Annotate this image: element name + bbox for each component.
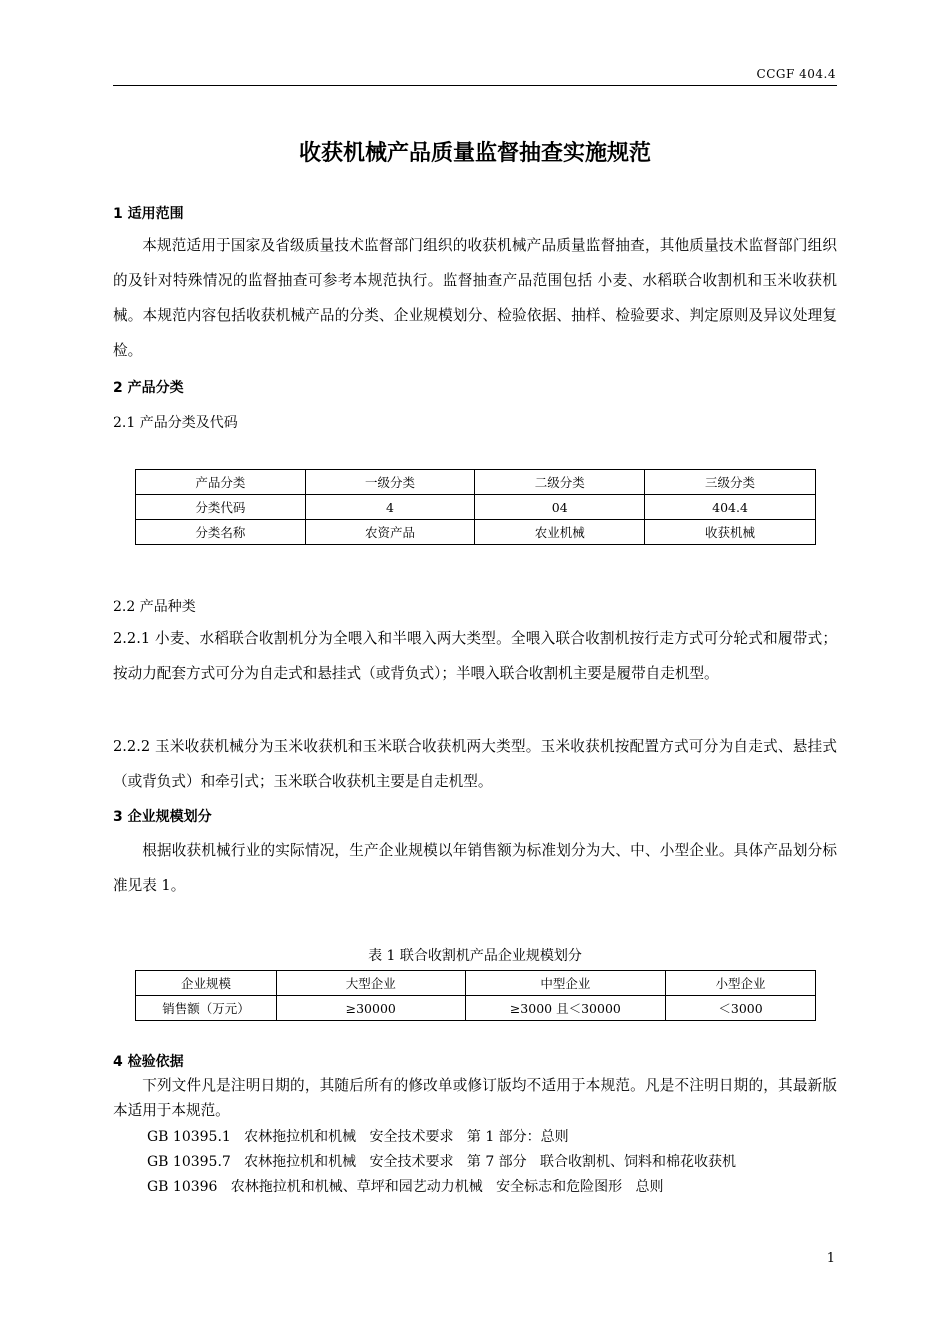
- section-2-1-heading: 2.1 产品分类及代码: [113, 415, 238, 431]
- table-cell: 小型企业: [666, 971, 816, 996]
- table-cell: 分类代码: [136, 495, 306, 520]
- section-4-paragraph: 下列文件凡是注明日期的，其随后所有的修改单或修订版均不适用于本规范。凡是不注明日期的，其最新版本适用于本规范。: [113, 1077, 837, 1119]
- reference-item: GB 10396 农林拖拉机和机械、草坪和园艺动力机械 安全标志和危险图形 总则: [147, 1179, 664, 1195]
- table-cell: 404.4: [645, 495, 816, 520]
- table-row: [136, 495, 816, 520]
- table-row: [136, 520, 816, 545]
- table-cell: 4: [305, 495, 475, 520]
- table-cell: 二级分类: [475, 470, 645, 495]
- table-cell: ≥3000 且＜30000: [465, 996, 666, 1021]
- reference-item: GB 10395.7 农林拖拉机和机械 安全技术要求 第 7 部分 联合收割机、饲料和棉花收获机: [147, 1154, 737, 1170]
- table-cell: ＜3000: [666, 996, 816, 1021]
- section-2-2-heading: 2.2 产品种类: [113, 599, 196, 615]
- table-cell: 收获机械: [645, 520, 816, 545]
- section-1-heading: 1 适用范围: [113, 206, 184, 222]
- table-header-row: [136, 971, 816, 996]
- page-number: 1: [826, 1251, 835, 1266]
- classification-table: [135, 469, 816, 545]
- section-2-heading: 2 产品分类: [113, 380, 184, 396]
- table-cell: 04: [475, 495, 645, 520]
- table-1-caption: 表 1 联合收割机产品企业规模划分: [368, 948, 582, 964]
- table-cell: 分类名称: [136, 520, 306, 545]
- table-cell: ≥30000: [276, 996, 465, 1021]
- table-cell: 销售额（万元）: [136, 996, 277, 1021]
- table-cell: 产品分类: [136, 470, 306, 495]
- document-code: CCGF 404.4: [756, 67, 836, 81]
- section-4-heading: 4 检验依据: [113, 1054, 184, 1070]
- table-cell: 中型企业: [465, 971, 666, 996]
- table-row: [136, 996, 816, 1021]
- document-title: 收获机械产品质量监督抽查实施规范: [298, 141, 651, 166]
- table-cell: 三级分类: [645, 470, 816, 495]
- section-2-2-1-paragraph: 2.2.1 小麦、水稻联合收割机分为全喂入和半喂入两大类型。全喂入联合收割机按行走方式可分轮式和履带式；按动力配套方式可分为自走式和悬挂式（或背负式）；半喂入联合收割机主要是履带自走机型。: [113, 630, 837, 682]
- section-3-heading: 3 企业规模划分: [113, 809, 212, 825]
- table-cell: 一级分类: [305, 470, 475, 495]
- header-divider: [113, 85, 837, 86]
- section-3-paragraph: 根据收获机械行业的实际情况，生产企业规模以年销售额为标准划分为大、中、小型企业。具体产品划分标准见表 1。: [113, 842, 837, 894]
- reference-item: GB 10395.1 农林拖拉机和机械 安全技术要求 第 1 部分：总则: [147, 1129, 569, 1145]
- table-cell: 大型企业: [276, 971, 465, 996]
- table-cell: 农资产品: [305, 520, 475, 545]
- section-1-paragraph: 本规范适用于国家及省级质量技术监督部门组织的收获机械产品质量监督抽查，其他质量技术监督部门组织的及针对特殊情况的监督抽查可参考本规范执行。监督抽查产品范围包括 小麦、水稻联合收割机和玉米收获机械。本规范内容包括收获机械产品的分类、企业规模划分、检验依据、抽样、检验要求、判定原则及异议处理复检。: [113, 237, 837, 359]
- table-cell: 农业机械: [475, 520, 645, 545]
- section-2-2-2-paragraph: 2.2.2 玉米收获机械分为玉米收获机和玉米联合收获机两大类型。玉米收获机按配置方式可分为自走式、悬挂式（或背负式）和牵引式；玉米联合收获机主要是自走机型。: [113, 738, 837, 790]
- table-cell: 企业规模: [136, 971, 277, 996]
- scale-table: [135, 970, 816, 1021]
- table-header-row: [136, 470, 816, 495]
